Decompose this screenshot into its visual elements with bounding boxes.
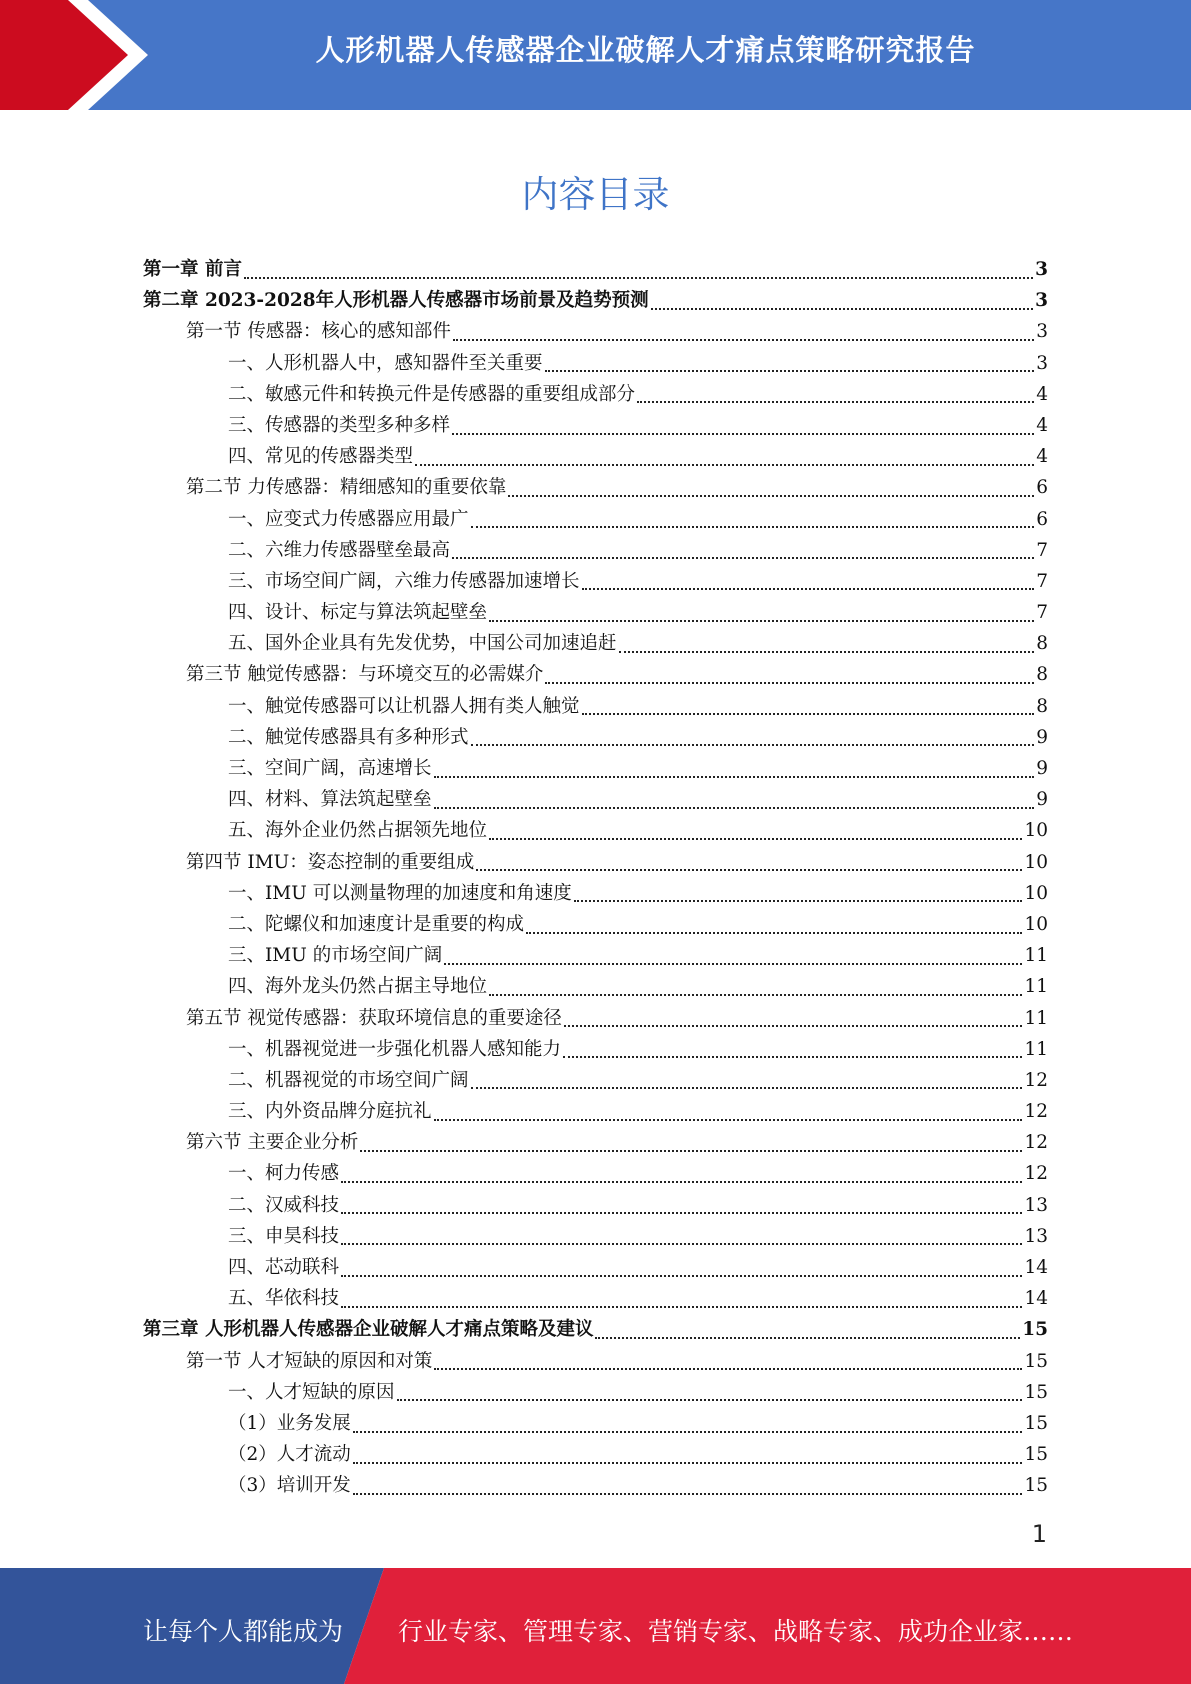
toc-entry[interactable] <box>143 1034 1048 1065</box>
toc-entry-title: 五、海外企业仍然占据领先地位 <box>228 820 488 842</box>
toc-entry-title: 第六节 主要企业分析 <box>186 1132 359 1154</box>
toc-entry[interactable] <box>143 1065 1048 1096</box>
toc-leader-dots <box>434 776 1035 778</box>
toc-entry-title: （1）业务发展 <box>228 1412 351 1434</box>
toc-entry-page: 7 <box>1036 602 1048 624</box>
toc-leader-dots <box>341 1275 1022 1277</box>
toc-entry[interactable] <box>143 940 1048 971</box>
toc-leader-dots <box>545 682 1034 684</box>
toc-entry[interactable] <box>143 878 1048 909</box>
toc-entry-page: 12 <box>1024 1163 1048 1185</box>
toc-entry-page: 15 <box>1024 1475 1048 1497</box>
toc-leader-dots <box>244 277 1033 279</box>
toc-entry-title: （2）人才流动 <box>228 1444 351 1466</box>
toc-entry-page: 3 <box>1036 321 1048 343</box>
toc-leader-dots <box>415 464 1034 466</box>
toc-entry-page: 15 <box>1024 1412 1048 1434</box>
table-of-contents <box>143 254 1048 1502</box>
toc-leader-dots <box>341 1306 1022 1308</box>
toc-leader-dots <box>574 900 1023 902</box>
toc-leader-dots <box>353 1431 1023 1433</box>
toc-leader-dots <box>353 1493 1023 1495</box>
toc-leader-dots <box>471 744 1035 746</box>
toc-entry-page: 12 <box>1024 1132 1048 1154</box>
toc-entry-page: 8 <box>1036 664 1048 686</box>
toc-entry[interactable] <box>143 441 1048 472</box>
toc-leader-dots <box>637 401 1034 403</box>
toc-leader-dots <box>619 651 1035 653</box>
toc-entry[interactable] <box>143 1252 1048 1283</box>
toc-entry[interactable] <box>143 504 1048 535</box>
toc-leader-dots <box>508 495 1034 497</box>
toc-entry-page: 15 <box>1024 1350 1048 1372</box>
toc-entry[interactable] <box>143 971 1048 1002</box>
toc-leader-dots <box>434 807 1035 809</box>
toc-entry-page: 13 <box>1024 1225 1048 1247</box>
toc-entry[interactable] <box>143 348 1048 379</box>
toc-entry-page: 3 <box>1035 290 1048 312</box>
toc-entry-title: 三、空间广阔，高速增长 <box>228 758 432 779</box>
toc-entry-title: 三、申昊科技 <box>228 1225 340 1247</box>
toc-entry[interactable] <box>143 1346 1048 1377</box>
toc-entry-title: 四、芯动联科 <box>228 1257 340 1278</box>
toc-entry-page: 8 <box>1036 633 1048 655</box>
toc-entry-title: 四、海外龙头仍然占据主导地位 <box>228 976 488 998</box>
toc-entry-title: 第一节 传感器：核心的感知部件 <box>186 321 451 343</box>
toc-entry-page: 11 <box>1024 1007 1048 1029</box>
toc-entry[interactable] <box>143 597 1048 628</box>
toc-entry-page: 14 <box>1024 1257 1048 1278</box>
toc-entry-page: 6 <box>1036 508 1048 530</box>
toc-leader-dots <box>595 1337 1020 1339</box>
toc-entry-page: 9 <box>1036 758 1048 779</box>
toc-entry[interactable] <box>143 1283 1048 1314</box>
toc-entry-title: 第四节 IMU：姿态控制的重要组成 <box>186 851 475 873</box>
toc-leader-dots <box>471 1087 1023 1089</box>
toc-entry[interactable] <box>143 1003 1048 1034</box>
toc-leader-dots <box>452 433 1034 435</box>
toc-entry[interactable] <box>143 815 1048 846</box>
toc-entry-title: 第一节 人才短缺的原因和对策 <box>186 1350 433 1372</box>
toc-entry[interactable] <box>143 254 1048 285</box>
toc-entry[interactable] <box>143 847 1048 878</box>
toc-entry-title: 一、应变式力传感器应用最广 <box>228 508 469 530</box>
toc-entry-page: 9 <box>1036 789 1048 811</box>
toc-entry[interactable] <box>143 691 1048 722</box>
toc-entry-title: （3）培训开发 <box>228 1475 351 1497</box>
footer-slogan-right: 行业专家、管理专家、营销专家、战略专家、成功企业家…… <box>398 1617 1074 1646</box>
toc-entry[interactable] <box>143 379 1048 410</box>
toc-entry[interactable] <box>143 566 1048 597</box>
toc-leader-dots <box>353 1462 1023 1464</box>
toc-leader-dots <box>582 588 1035 590</box>
toc-entry[interactable] <box>143 1470 1048 1501</box>
toc-entry[interactable] <box>143 1408 1048 1439</box>
toc-entry-page: 11 <box>1024 945 1048 967</box>
toc-leader-dots <box>453 339 1034 341</box>
toc-entry[interactable] <box>143 722 1048 753</box>
toc-entry-title: 四、材料、算法筑起壁垒 <box>228 789 432 811</box>
toc-entry-title: 四、设计、标定与算法筑起壁垒 <box>228 602 488 624</box>
toc-heading: 内容目录 <box>521 173 670 216</box>
toc-entry-page: 3 <box>1036 352 1048 374</box>
toc-entry-title: 二、汉威科技 <box>228 1194 340 1216</box>
toc-entry-title: 一、人才短缺的原因 <box>228 1381 395 1403</box>
toc-entry-title: 二、陀螺仪和加速度计是重要的构成 <box>228 913 525 935</box>
toc-entry-page: 6 <box>1036 477 1048 499</box>
toc-leader-dots <box>444 963 1022 965</box>
toc-entry-title: 第三章 人形机器人传感器企业破解人才痛点策略及建议 <box>143 1319 594 1341</box>
toc-entry-page: 10 <box>1024 851 1048 873</box>
toc-entry-title: 二、敏感元件和转换元件是传感器的重要组成部分 <box>228 383 636 405</box>
toc-entry[interactable] <box>143 784 1048 815</box>
toc-entry-title: 二、六维力传感器壁垒最高 <box>228 539 451 561</box>
toc-leader-dots <box>476 869 1022 871</box>
toc-entry-page: 11 <box>1024 1038 1048 1060</box>
toc-leader-dots <box>397 1399 1023 1401</box>
toc-entry-page: 4 <box>1036 446 1048 468</box>
toc-entry-page: 12 <box>1024 1069 1048 1091</box>
toc-entry-page: 4 <box>1036 414 1048 436</box>
toc-entry[interactable] <box>143 1221 1048 1252</box>
toc-entry-title: 第三节 触觉传感器：与环境交互的必需媒介 <box>186 664 544 686</box>
footer-slogan-left: 让每个人都能成为 <box>143 1617 344 1646</box>
toc-entry-page: 15 <box>1024 1381 1048 1403</box>
toc-entry-title: 第一章 前言 <box>143 259 242 280</box>
toc-entry-title: 三、内外资品牌分庭抗礼 <box>228 1101 432 1123</box>
toc-entry[interactable] <box>143 753 1048 784</box>
toc-leader-dots <box>341 1212 1022 1214</box>
toc-leader-dots <box>434 1368 1022 1370</box>
toc-leader-dots <box>651 308 1034 310</box>
toc-entry-page: 11 <box>1024 976 1048 998</box>
toc-entry[interactable] <box>143 1158 1048 1189</box>
toc-entry[interactable] <box>143 1127 1048 1158</box>
page-number: 1 <box>1031 1520 1047 1548</box>
toc-leader-dots <box>564 1025 1023 1027</box>
toc-entry-page: 15 <box>1022 1319 1048 1341</box>
page-header <box>0 0 1191 110</box>
toc-entry[interactable] <box>143 1439 1048 1470</box>
toc-entry-title: 一、柯力传感 <box>228 1163 340 1185</box>
toc-entry-title: 一、触觉传感器可以让机器人拥有类人触觉 <box>228 695 580 717</box>
toc-entry-title: 第二章 2023-2028年人形机器人传感器市场前景及趋势预测 <box>143 290 649 312</box>
toc-leader-dots <box>526 932 1022 934</box>
toc-entry-page: 10 <box>1024 882 1048 904</box>
report-title: 人形机器人传感器企业破解人才痛点策略研究报告 <box>315 33 976 67</box>
toc-entry-page: 10 <box>1024 913 1048 935</box>
toc-entry-page: 7 <box>1036 570 1048 592</box>
toc-entry[interactable] <box>143 1190 1048 1221</box>
toc-leader-dots <box>489 994 1022 996</box>
toc-leader-dots <box>341 1181 1022 1183</box>
toc-entry[interactable] <box>143 1377 1048 1408</box>
page-footer <box>0 1568 1191 1684</box>
toc-leader-dots <box>471 526 1035 528</box>
toc-entry[interactable] <box>143 535 1048 566</box>
toc-entry[interactable] <box>143 628 1048 659</box>
toc-entry-page: 4 <box>1036 383 1048 405</box>
toc-entry-title: 三、IMU 的市场空间广阔 <box>228 945 443 967</box>
toc-entry-page: 9 <box>1036 726 1048 748</box>
toc-leader-dots <box>489 620 1034 622</box>
toc-entry[interactable] <box>143 316 1048 347</box>
toc-entry-title: 三、传感器的类型多种多样 <box>228 414 451 436</box>
toc-entry-title: 一、机器视觉进一步强化机器人感知能力 <box>228 1038 562 1060</box>
toc-entry[interactable] <box>143 909 1048 940</box>
toc-entry-title: 四、常见的传感器类型 <box>228 446 414 468</box>
toc-entry-title: 一、IMU 可以测量物理的加速度和角速度 <box>228 882 572 904</box>
toc-leader-dots <box>360 1150 1022 1152</box>
toc-leader-dots <box>341 1243 1022 1245</box>
toc-entry-page: 8 <box>1036 695 1048 717</box>
toc-leader-dots <box>545 370 1035 372</box>
toc-entry-title: 二、触觉传感器具有多种形式 <box>228 726 469 748</box>
toc-entry[interactable] <box>143 410 1048 441</box>
toc-leader-dots <box>582 713 1035 715</box>
toc-entry[interactable] <box>143 285 1048 316</box>
toc-entry-title: 五、华依科技 <box>228 1288 340 1310</box>
toc-entry[interactable] <box>143 659 1048 690</box>
toc-entry[interactable] <box>143 1314 1048 1345</box>
toc-entry-page: 13 <box>1024 1194 1048 1216</box>
toc-entry-title: 二、机器视觉的市场空间广阔 <box>228 1069 469 1091</box>
toc-entry-page: 7 <box>1036 539 1048 561</box>
toc-leader-dots <box>434 1119 1023 1121</box>
toc-leader-dots <box>489 838 1022 840</box>
toc-entry[interactable] <box>143 1096 1048 1127</box>
toc-entry-title: 三、市场空间广阔，六维力传感器加速增长 <box>228 570 580 592</box>
toc-entry-title: 一、人形机器人中，感知器件至关重要 <box>228 352 543 374</box>
toc-entry-title: 五、国外企业具有先发优势，中国公司加速追赶 <box>228 633 617 655</box>
toc-entry-page: 14 <box>1024 1288 1048 1310</box>
toc-entry-page: 3 <box>1035 259 1048 280</box>
toc-entry[interactable] <box>143 472 1048 503</box>
toc-leader-dots <box>452 557 1034 559</box>
toc-entry-title: 第五节 视觉传感器：获取环境信息的重要途径 <box>186 1007 562 1029</box>
toc-entry-page: 10 <box>1024 820 1048 842</box>
toc-entry-title: 第二节 力传感器：精细感知的重要依靠 <box>186 477 507 499</box>
toc-entry-page: 12 <box>1024 1101 1048 1123</box>
toc-entry-page: 15 <box>1024 1444 1048 1466</box>
toc-leader-dots <box>563 1056 1022 1058</box>
